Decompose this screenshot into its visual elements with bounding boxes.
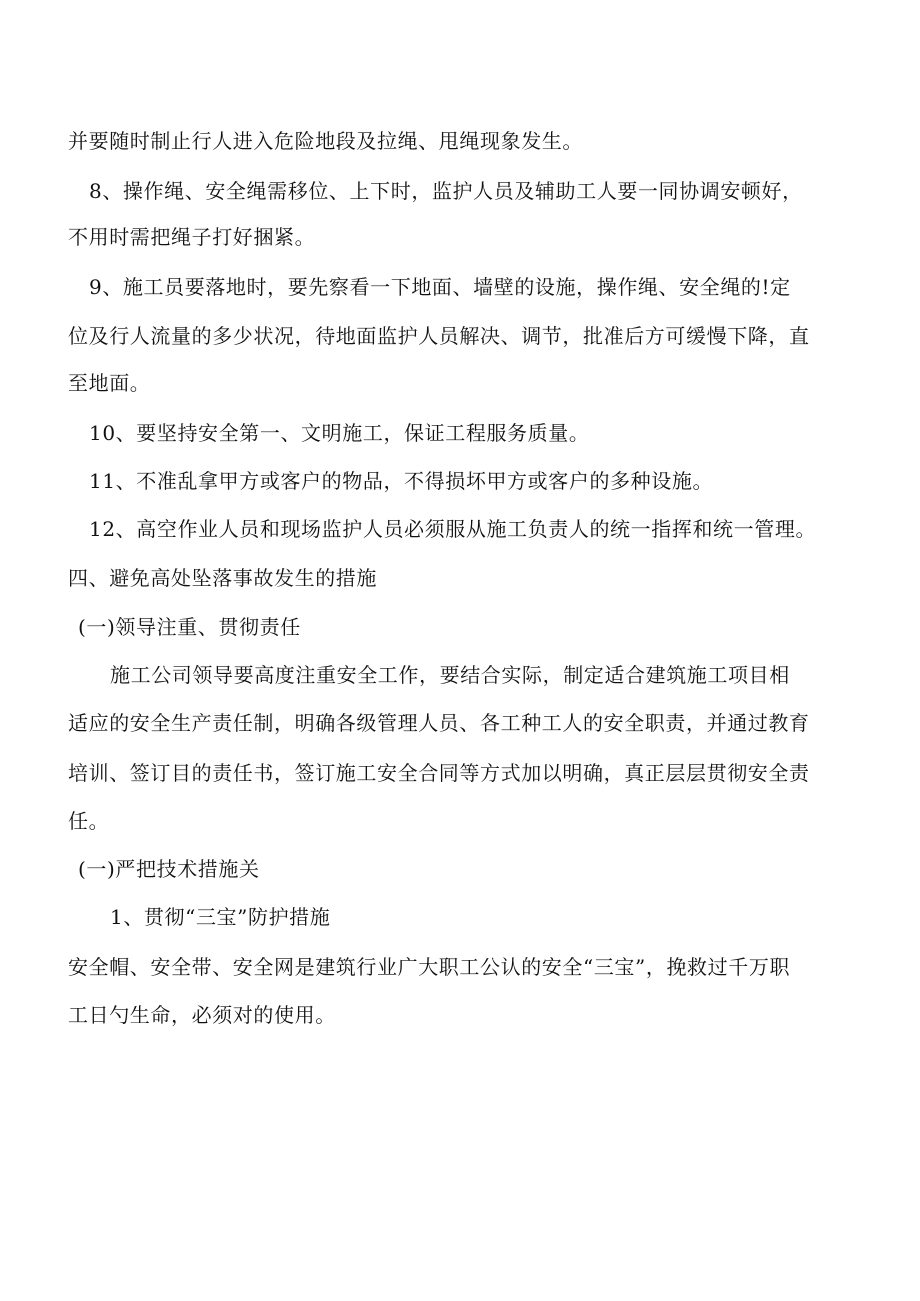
paragraph-line: 培训、签订目的责任书，签订施工安全合同等方式加以明确，真正层层贯彻安全责 (68, 761, 810, 785)
list-item-12: 12、高空作业人员和现场监护人员必须服从施工负责人的统一指挥和统一管理。 (89, 517, 817, 541)
list-item-8-line-2: 不用时需把绳子打好捆紧。 (68, 225, 316, 249)
subsection-heading-1: (一)领导注重、贯彻责任 (78, 615, 301, 639)
list-item-9-line-1: 9、施工员要落地时，要先察看一下地面、墙壁的设施，操作绳、安全绳的!定 (89, 275, 791, 299)
paragraph-line: 施工公司领导要高度注重安全工作，要结合实际，制定适合建筑施工项目相 (110, 663, 790, 687)
list-item-10: 10、要坚持安全第一、文明施工，保证工程服务质量。 (89, 421, 590, 445)
paragraph-line: 任。 (68, 809, 110, 833)
item-heading: 1、贯彻“三宝”防护措施 (110, 905, 331, 929)
paragraph-line: 工日勺生命，必须对的使用。 (68, 1003, 336, 1027)
paragraph-line: 安全帽、安全带、安全网是建筑行业广大职工公认的安全“三宝”，挽救过千万职 (68, 955, 791, 979)
list-item-9-line-3: 至地面。 (68, 371, 151, 395)
list-item-8-line-1: 8、操作绳、安全绳需移位、上下时，监护人员及辅助工人要一同协调安顿好， (89, 179, 803, 203)
list-item-9-line-2: 位及行人流量的多少状况，待地面监护人员解决、调节，批准后方可缓慢下降，直 (68, 324, 810, 348)
paragraph-line: 适应的安全生产责任制，明确各级管理人员、各工种工人的安全职责，并通过教育 (68, 711, 810, 735)
list-item-11: 11、不准乱拿甲方或客户的物品，不得损坏甲方或客户的多种设施。 (89, 469, 714, 493)
subsection-heading-2: (一)严把技术措施关 (78, 857, 260, 881)
section-heading: 四、避免高处坠落事故发生的措施 (68, 566, 377, 590)
paragraph-line: 并要随时制止行人进入危险地段及拉绳、甩绳现象发生。 (68, 129, 583, 153)
